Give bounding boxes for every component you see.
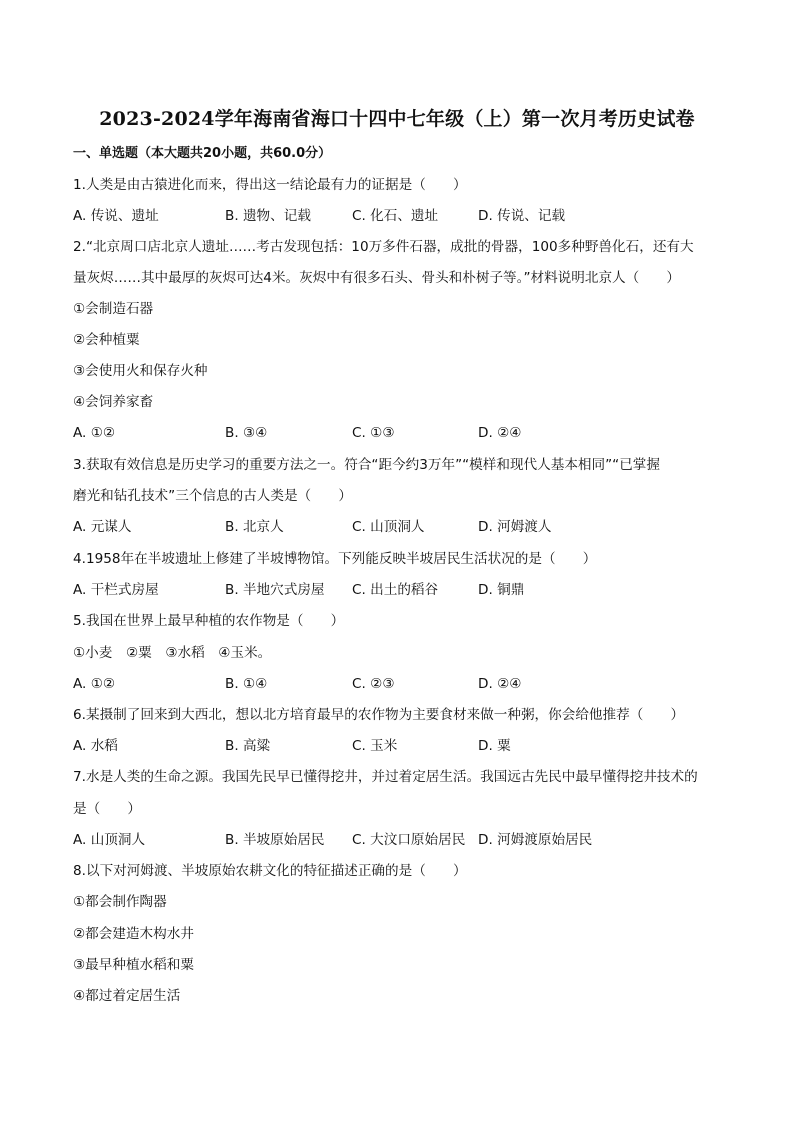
question-4-stem: 4.1958年在半坡遗址上修建了半坡博物馆。下列能反映半坡居民生活状况的是（ ）: [73, 551, 597, 567]
option-a: A. 干栏式房屋: [73, 582, 159, 598]
option-d: D. ②④: [478, 425, 522, 441]
option-c: C. ②③: [352, 676, 395, 692]
option-d: D. 河姆渡原始居民: [478, 832, 593, 848]
question-6-options: [73, 736, 733, 756]
question-8-item-2: ②都会建造木构水井: [73, 926, 194, 942]
option-d: D. 粟: [478, 738, 511, 754]
option-d: D. 河姆渡人: [478, 519, 552, 535]
option-c: C. 山顶洞人: [352, 519, 425, 535]
option-c: C. 大汶口原始居民: [352, 832, 466, 848]
option-b: B. ①④: [225, 676, 268, 692]
option-b: B. 高粱: [225, 738, 271, 754]
option-a: A. 水稻: [73, 738, 118, 754]
option-a: A. 元谋人: [73, 519, 132, 535]
question-7-stem-line-2: 是（ ）: [73, 801, 141, 817]
question-2-options: [73, 423, 733, 443]
question-2-item-2: ②会种植粟: [73, 332, 140, 348]
question-2-item-4: ④会饲养家畜: [73, 394, 154, 410]
option-a: A. 山顶洞人: [73, 832, 146, 848]
question-8-item-4: ④都过着定居生活: [73, 988, 181, 1004]
option-d: D. 铜鼎: [478, 582, 525, 598]
page-title: 2023-2024学年海南省海口十四中七年级（上）第一次月考历史试卷: [99, 108, 695, 130]
option-a: A. ①②: [73, 676, 116, 692]
question-8-stem: 8.以下对河姆渡、半坡原始农耕文化的特征描述正确的是（ ）: [73, 863, 467, 879]
option-b: B. 半坡原始居民: [225, 832, 325, 848]
question-5-options: [73, 674, 733, 694]
option-b: B. 遗物、记载: [225, 208, 311, 224]
option-d: D. 传说、记载: [478, 208, 566, 224]
section-heading: 一、单选题（本大题共20小题，共60.0分）: [73, 146, 332, 161]
option-b: B. 半地穴式房屋: [225, 582, 325, 598]
question-1-stem: 1.人类是由古猿进化而来，得出这一结论最有力的证据是（ ）: [73, 177, 467, 193]
option-c: C. ①③: [352, 425, 395, 441]
question-2-stem-line-2: 量灰烬……其中最厚的灰烬可达4米。灰烬中有很多石头、骨头和朴树子等。”材料说明北京人（ ）: [73, 270, 681, 286]
question-2-item-3: ③会使用火和保存火种: [73, 363, 208, 379]
option-a: A. ①②: [73, 425, 116, 441]
question-3-options: [73, 517, 733, 537]
question-8-item-1: ①都会制作陶器: [73, 894, 167, 910]
question-7-stem-line-1: 7.水是人类的生命之源。我国先民早已懂得挖井，并过着定居生活。我国远古先民中最早懂得挖井技术的: [73, 769, 698, 785]
question-5-stem: 5.我国在世界上最早种植的农作物是（ ）: [73, 613, 345, 629]
question-7-options: [73, 830, 733, 850]
option-c: C. 出土的稻谷: [352, 582, 439, 598]
option-c: C. 化石、遗址: [352, 208, 439, 224]
question-8-item-3: ③最早种植水稻和粟: [73, 957, 194, 973]
question-6-stem: 6.某摄制了回来到大西北，想以北方培育最早的农作物为主要食材来做一种粥，你会给他推荐（ ）: [73, 707, 685, 723]
option-b: B. 北京人: [225, 519, 284, 535]
option-d: D. ②④: [478, 676, 522, 692]
question-5-items: ①小麦 ②粟 ③水稻 ④玉米。: [73, 645, 272, 661]
question-1-options: [73, 206, 733, 226]
option-b: B. ③④: [225, 425, 268, 441]
option-c: C. 玉米: [352, 738, 398, 754]
question-3-stem-line-2: 磨光和钻孔技术”三个信息的古人类是（ ）: [73, 488, 352, 504]
question-2-stem-line-1: 2.“北京周口店北京人遗址……考古发现包括：10万多件石器，成批的骨器，100多种野兽化石，还有大: [73, 239, 694, 255]
option-a: A. 传说、遗址: [73, 208, 159, 224]
question-4-options: [73, 580, 733, 600]
question-3-stem-line-1: 3.获取有效信息是历史学习的重要方法之一。符合“距今约3万年”“模样和现代人基本相同”“已掌握: [73, 457, 660, 473]
question-2-item-1: ①会制造石器: [73, 301, 154, 317]
